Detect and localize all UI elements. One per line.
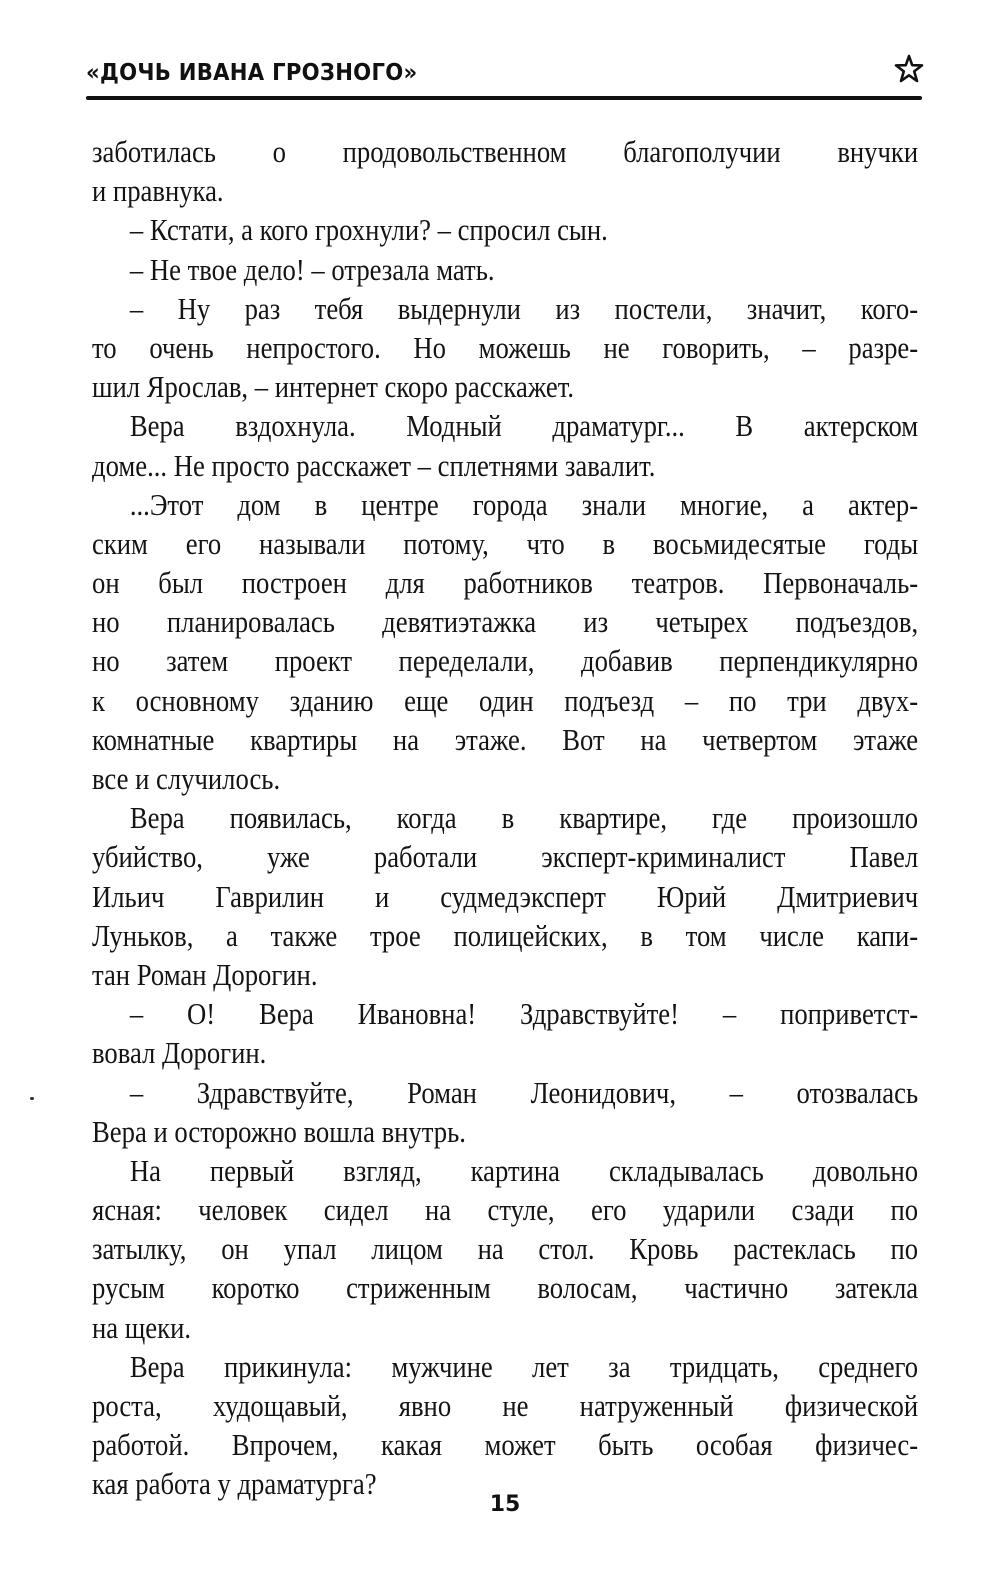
text-line: Вера вздохнула. Модный драматург... В актерском bbox=[129, 408, 919, 444]
text-line: кая работа у драматурга? bbox=[92, 1466, 377, 1502]
text-line: Ильич Гаврилин и судмедэксперт Юрий Дмитриевич bbox=[92, 878, 919, 914]
text-line: и правнука. bbox=[92, 173, 224, 209]
text-line: то очень непростого. Но можешь не говорить, – разре- bbox=[92, 329, 919, 365]
text-line: все и случилось. bbox=[92, 761, 281, 796]
text-line: к основному зданию еще один подъезд – по три двух- bbox=[92, 682, 919, 718]
text-line: Вера прикинула: мужчине лет за тридцать, среднего bbox=[129, 1348, 919, 1384]
text-line: – Здравствуйте, Роман Леонидович, – отозвалась bbox=[129, 1074, 919, 1110]
text-line: тан Роман Дорогин. bbox=[92, 956, 318, 992]
star-outline-icon bbox=[894, 54, 924, 84]
text-line: ...Этот дом в центре города знали многие, а актер- bbox=[129, 486, 919, 522]
text-line: – Не твое дело! – отрезала мать. bbox=[129, 251, 495, 287]
text-line: он был построен для работников театров. Первоначаль- bbox=[92, 565, 919, 601]
running-header-title: «ДОЧЬ ИВАНА ГРОЗНОГО» bbox=[86, 60, 418, 86]
text-line: На первый взгляд, картина складывалась довольно bbox=[129, 1152, 919, 1188]
book-page bbox=[86, 0, 919, 1584]
text-line: но затем проект переделали, добавив перпендикулярно bbox=[92, 643, 919, 679]
text-line: вовал Дорогин. bbox=[92, 1035, 267, 1071]
text-line: заботилась о продовольственном благополучии внучки bbox=[92, 134, 919, 169]
text-line: русым коротко стриженным волосам, частично затекла bbox=[92, 1270, 919, 1306]
text-line: комнатные квартиры на этаже. Вот на четвертом этаже bbox=[92, 721, 919, 757]
text-line: ским его называли потому, что в восьмидесятые годы bbox=[92, 525, 919, 561]
scan-speck bbox=[30, 1097, 34, 1100]
text-line: ясная: человек сидел на стуле, его ударили сзади по bbox=[92, 1192, 919, 1228]
text-line: затылку, он упал лицом на стол. Кровь растеклась по bbox=[92, 1231, 919, 1267]
text-line: доме... Не просто расскажет – сплетнями завалит. bbox=[92, 447, 656, 483]
text-line: шил Ярослав, – интернет скоро расскажет. bbox=[92, 369, 575, 405]
text-line: – О! Вера Ивановна! Здравствуйте! – поприветст- bbox=[129, 996, 919, 1032]
text-line: Вера и осторожно вошла внутрь. bbox=[92, 1113, 466, 1149]
text-line: убийство, уже работали эксперт-криминалист Павел bbox=[92, 839, 919, 875]
header-divider bbox=[86, 96, 922, 100]
text-line: Луньков, а также трое полицейских, в том числе капи- bbox=[92, 917, 919, 953]
text-line: – Кстати, а кого грохнули? – спросил сын. bbox=[129, 212, 608, 248]
text-line: роста, худощавый, явно не натруженный физической bbox=[92, 1388, 919, 1423]
text-line: работой. Впрочем, какая может быть особая физичес- bbox=[92, 1427, 919, 1463]
text-line: – Ну раз тебя выдернули из постели, значит, кого- bbox=[129, 290, 919, 326]
body-text bbox=[92, 132, 918, 1504]
text-line: Вера появилась, когда в квартире, где произошло bbox=[129, 800, 919, 836]
text-line: на щеки. bbox=[92, 1309, 192, 1345]
text-line: но планировалась девятиэтажка из четырех подъездов, bbox=[92, 604, 919, 640]
page-number: 15 bbox=[489, 1492, 521, 1517]
running-header bbox=[86, 52, 918, 96]
